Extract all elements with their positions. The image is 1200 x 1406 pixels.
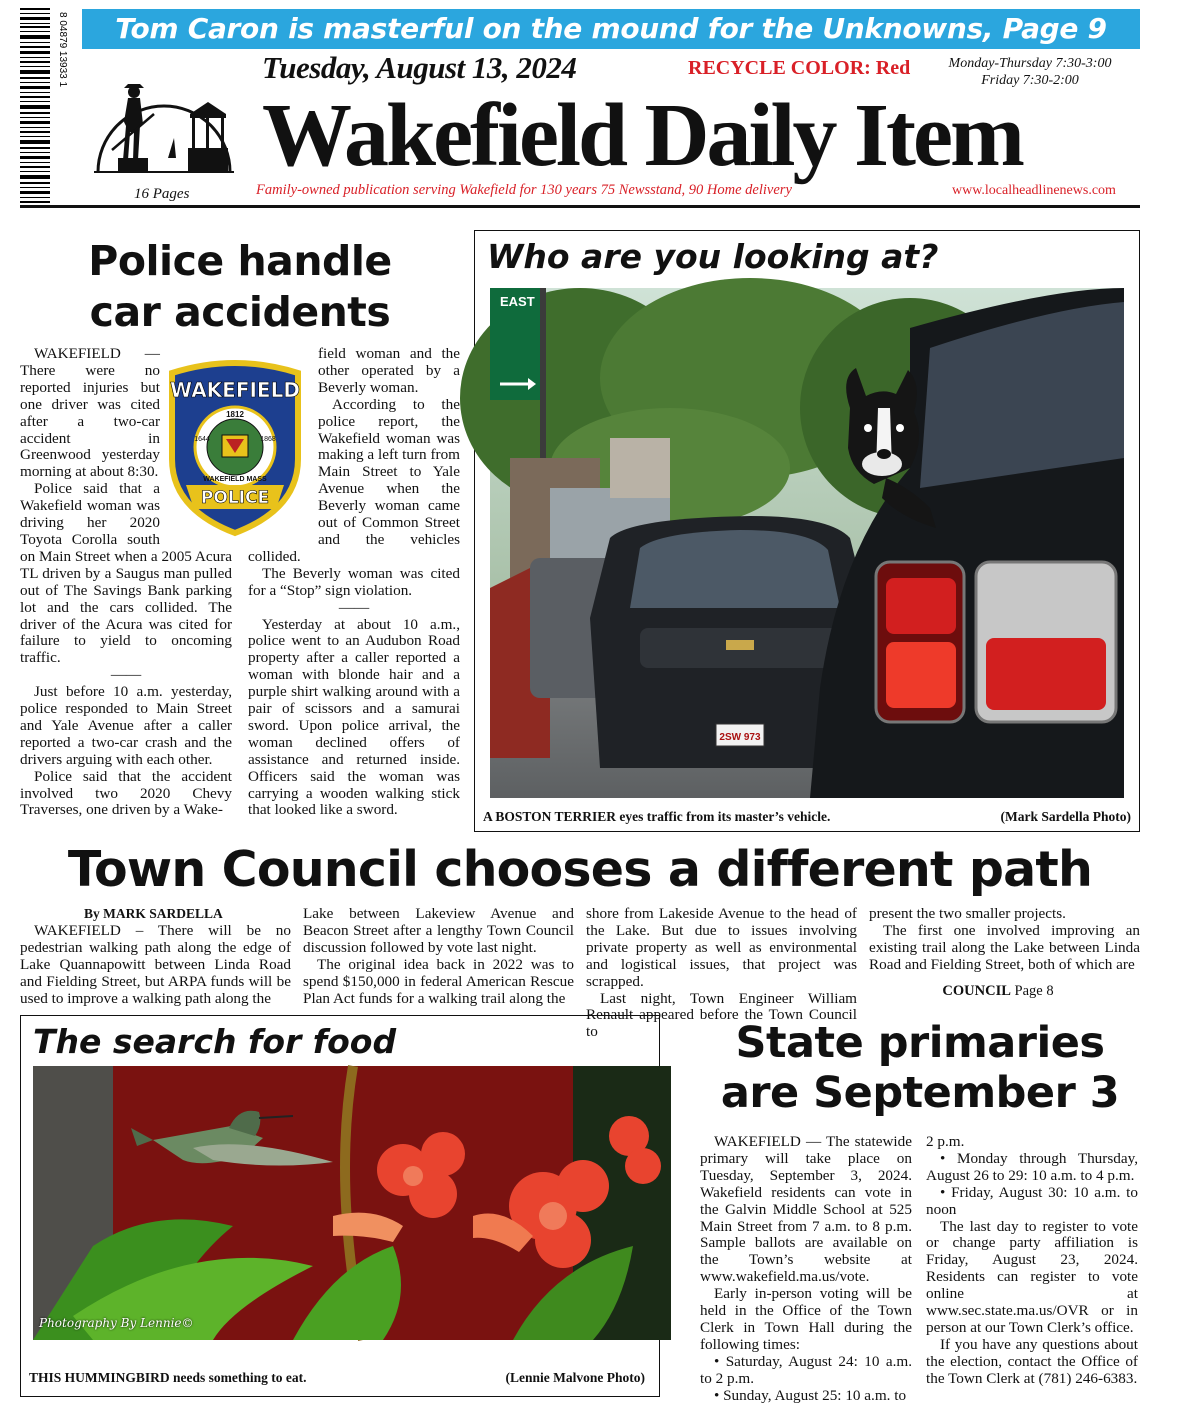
minuteman-logo [90, 62, 238, 192]
police-story-headline[interactable]: Police handle car accidents [88, 237, 392, 336]
paragraph: The first one involved improving an existing trail along the Lake between Linda Road and Fielding Street, both of which are [869, 921, 1140, 973]
recycle-notice: RECYCLE COLOR: Red [688, 57, 911, 79]
section-divider: —— [110, 666, 142, 684]
hours-friday: Friday 7:30-2:00 [981, 73, 1079, 88]
paragraph: WAKEFIELD – There will be no pedestrian walking path along the edge of Lake Quannapowitt between Linda Road and Fielding Street, but ARPA funds will be used to improve a walking path along the [20, 921, 291, 1007]
issue-date: Tuesday, August 13, 2024 [262, 50, 577, 85]
paragraph: WAKEFIELD — The statewide primary will take place on Tuesday, September 3, 2024. Wakefield residents can vote in the Galvin Middle School at 525 Main Street from 7 a.m. to 8 p.m. Sample ballots are available on the Town’s website at www.wakefield.ma.us/vote. [700, 1133, 912, 1286]
barcode-number: 8 04879 13933 1 [57, 12, 68, 88]
dog-photo-caption: A BOSTON TERRIER eyes traffic from its master’s vehicle. [483, 809, 831, 824]
hummingbird-photo-headline: The search for food [33, 1022, 397, 1061]
council-story-col4 [869, 906, 1140, 974]
list-item: • Friday, August 30: 10 a.m. to noon [926, 1183, 1138, 1218]
hours-weekdays: Monday-Thursday 7:30-3:00 [948, 56, 1112, 71]
paragraph: Yesterday at about 10 a.m., police went to an Audubon Road property after a caller reported a woman with blonde hair and a purple shirt walking around with a pair of scissors and a samurai sword. Upon police arrival, the woman declined offers of assistance and returned inside. Officers said the woman was carrying a wooden walking stick that looked like a sword. [248, 615, 460, 819]
dog-photo-box [474, 230, 1140, 832]
badge-top-text: WAKEFIELD [170, 378, 300, 402]
council-byline: By MARK SARDELLA [84, 906, 223, 921]
license-plate-text: 2SW 973 [719, 732, 761, 743]
dog-photo-image[interactable] [490, 288, 1124, 798]
top-banner-promo[interactable]: Tom Caron is masterful on the mound for the Unknowns, Page 9 [82, 9, 1140, 49]
paragraph: Last night, Town Engineer William Renault appeared before the Town Council to [586, 989, 857, 1041]
paragraph: WAKEFIELD — There were no reported injuries but one driver was cited after a two-car accident in Greenwood yesterday morning at about 8:30. [20, 345, 160, 481]
council-story-col2 [303, 906, 574, 1007]
primaries-story-headline[interactable]: State primaries are September 3 [720, 1018, 1120, 1118]
dog-photo-headline: Who are you looking at? [487, 237, 939, 276]
masthead-rule [20, 205, 1140, 208]
council-story-col1 [20, 906, 291, 1007]
paragraph: Lake between Lakeview Avenue and Beacon Street after a lengthy Town Council discussion followed by vote last night. [303, 905, 574, 956]
photo-watermark: Photography By Lennie© [39, 1316, 194, 1330]
paragraph: present the two smaller projects. [869, 905, 1066, 922]
paragraph: The last day to register to vote or change party affiliation is Friday, August 23, 2024. Residents can register to vote online at www.sec.state.ma.us/OVR or in person at our Town Clerk’s office. [926, 1217, 1138, 1336]
list-item: • Monday through Thursday, August 26 to 29: 10 a.m. to 4 p.m. [926, 1149, 1138, 1184]
badge-year-center: 1812 [226, 410, 244, 419]
newspaper-nameplate: Wakefield Daily Item [262, 86, 1022, 185]
badge-ring-text: WAKEFIELD MASS [203, 476, 267, 483]
badge-bottom-text: POLICE [200, 488, 270, 508]
paragraph: If you have any questions about the election, contact the Office of the Town Clerk at (781) 246-6383. [926, 1335, 1138, 1387]
paragraph: field woman and the other operated by a Beverly woman. [318, 345, 460, 396]
badge-year-left: 1644 [194, 436, 210, 443]
paragraph: Early in-person voting will be held in the Office of the Town Clerk in Town Hall during the following times: [700, 1285, 912, 1353]
barcode [20, 8, 66, 208]
hummingbird-photo-caption: THIS HUMMINGBIRD needs something to eat. [29, 1370, 307, 1385]
paragraph: 2 p.m. [926, 1133, 965, 1150]
primaries-story-col1 [700, 1134, 912, 1405]
paragraph: shore from Lakeside Avenue to the head of the Lake. But due to issues involving private property as well as environmental and logistical issues, that project was scrapped. [586, 905, 857, 990]
section-divider: —— [338, 598, 370, 616]
hummingbird-photo-credit: (Lennie Malvone Photo) [505, 1370, 645, 1385]
hummingbird-photo-box [20, 1015, 660, 1397]
paragraph: Police said that a Wakefield woman was driving her 2020 Toyota Corolla south on Main Street when a 2005 Acura TL driven by a Saugus man pulled out of The Savings Bank parking lot and the cars collided. The driver of the Acura was cited for failure to yield to oncoming traffic. [20, 480, 232, 667]
list-item: • Saturday, August 24: 10 a.m. to 2 p.m. [700, 1352, 912, 1387]
police-badge-image [166, 359, 304, 535]
council-story-headline[interactable]: Town Council chooses a different path [67, 841, 1093, 898]
office-hours [930, 55, 1130, 89]
jump-keyword: COUNCIL [942, 983, 1011, 999]
website-link[interactable]: www.localheadlinenews.com [952, 183, 1116, 198]
paragraph: The original idea back in 2022 was to spend $150,000 in federal American Rescue Plan Act funds for a walking trail along the [303, 955, 574, 1007]
paragraph: Just before 10 a.m. yesterday, police responded to Main Street and Yale Avenue after a caller reported a two-car crash and the drivers arguing with each other. [20, 683, 232, 768]
paragraph: Police said that the accident involved two 2020 Chevy Traverses, one driven by a Wake- [20, 767, 232, 819]
hummingbird-photo-image[interactable] [33, 1066, 671, 1340]
badge-year-right: 1868 [260, 436, 276, 443]
paragraph: The Beverly woman was cited for a “Stop” sign violation. [248, 564, 460, 599]
jump-page: Page 8 [1010, 983, 1054, 999]
list-item: • Sunday, August 25: 10 a.m. to [714, 1386, 907, 1404]
dog-photo-credit: (Mark Sardella Photo) [1000, 809, 1131, 824]
tagline: Family-owned publication serving Wakefield for 130 years 75 Newsstand, 90 Home delivery [256, 182, 792, 198]
paragraph: According to the police report, the Wakefield woman was making a left turn from Main Street to Yale Avenue when the Beverly woman came out of Common Street and the vehicles collided. [248, 395, 460, 565]
council-jump-link[interactable] [870, 983, 1126, 1000]
primaries-story-col2 [926, 1134, 1138, 1388]
page-count: 16 Pages [134, 186, 190, 202]
street-sign-text: EAST [500, 294, 535, 309]
